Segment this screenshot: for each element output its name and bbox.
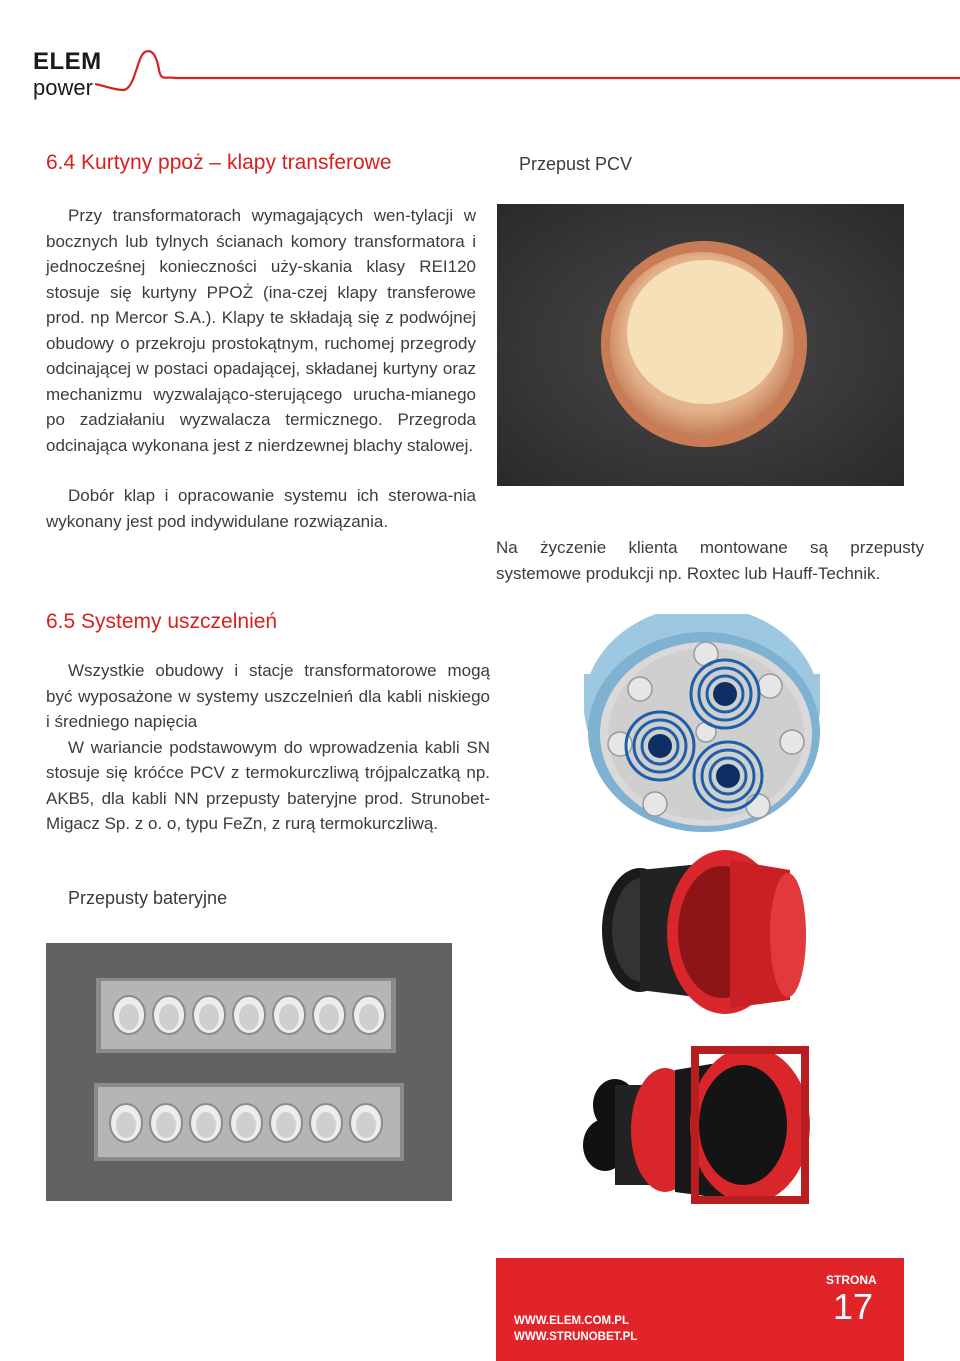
pcv-pass-through-photo — [497, 204, 904, 486]
multi-cable-seal-photo — [575, 1030, 825, 1210]
page-number: 17 — [833, 1286, 874, 1327]
section-6-4-paragraph-2: Dobór klap i opracowanie systemu ich sterowa-nia wykonany jest pod indywidulane rozwiązania. — [46, 486, 476, 531]
page-label: STRONA — [826, 1273, 877, 1287]
section-6-5-paragraph-2: W wariancie podstawowym do wprowadzenia kabli SN stosuje się króćce PCV z termokurczliwą trójpalczatką np. AKB5, dla kabli NN przepusty bateryjne prod. Strunobet-Migacz Sp. z o. o, typu FeZn, z rurą termokurczliwą. — [46, 737, 490, 833]
battery-pass-through-photo — [46, 943, 452, 1201]
logo-power: power — [33, 75, 93, 100]
battery-pass-through-caption: Przepusty bateryjne — [68, 888, 228, 908]
section-6-4-paragraph-1: Przy transformatorach wymagających wen-tylacji w bocznych lub tylnych ścianach komory transformatora i jednocześnej konieczności uży-skania klasy REI120 stosuje się kurtyny PPOŻ (ina-czej klapy transferowe prod. np Mercor S.A.). Klapy te składają się z podwójnej obudowy o przekroju prostokątnym, ruchomej przegrody odcinającej w postaci opadającej, składanej kurtyny oraz mechanizmu wyzwalająco-sterującego urucha-mianego po zadziałaniu wyzwalacza termicznego. Przegroda odcinająca wykonana jest z nierdzewnej blachy stalowej. — [46, 206, 476, 455]
pcv-caption: Przepust PCV — [519, 154, 633, 174]
footer-bar — [496, 1258, 904, 1361]
logo-wave-icon — [95, 46, 960, 104]
section-6-5-paragraph-1: Wszystkie obudowy i stacje transformatorowe mogą być wyposażone w systemy uszczelnień dla kabli niskiego i średniego napięcia — [46, 661, 490, 731]
logo-elem: ELEM — [33, 48, 102, 75]
website-link-elem[interactable]: WWW.ELEM.COM.PL — [514, 1315, 629, 1327]
pcv-note: Na życzenie klienta montowane są przepusty systemowe produkcji np. Roxtec lub Hauff-Technik. — [496, 538, 924, 583]
section-6-5-heading: 6.5 Systemy uszczelnień — [46, 610, 278, 633]
hauff-seal-photo — [590, 840, 810, 1020]
section-6-4-heading: 6.4 Kurtyny ppoż – klapy transferowe — [46, 151, 392, 174]
cable-seal-photo — [580, 614, 830, 834]
website-link-strunobet[interactable]: WWW.STRUNOBET.PL — [514, 1331, 638, 1343]
